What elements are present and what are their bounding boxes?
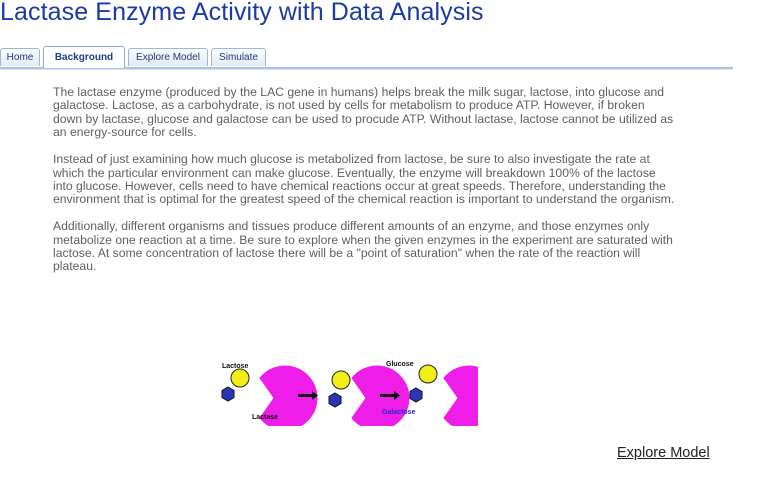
page-title: Lactase Enzyme Activity with Data Analysis [0,0,484,26]
glucose-molecule-3 [419,365,437,383]
paragraph-lactase-intro: The lactase enzyme (produced by the LAC gene in humans) helps break the milk sugar, lactose, into glucose and galactose. Lactose, as a carbohydrate, is not used by cells for metabolism to produce ATP. However, if broken down by lactase, glucose and galactose can be used to procude ATP. Without lactase, lactose cannot be utilized as an energy-source for cells. [53,85,674,140]
tab-home[interactable]: Home [0,48,40,66]
tab-simulate[interactable]: Simulate [211,48,266,66]
explore-model-link[interactable]: Explore Model [617,445,710,461]
glucose-molecule-2 [332,371,350,389]
galactose-molecule-1 [222,387,234,401]
tab-bar [0,48,733,70]
tab-explore-model[interactable]: Explore Model [128,48,208,66]
glucose-molecule-1 [231,369,249,387]
background-content [53,86,677,287]
paragraph-reaction-rate: Instead of just examining how much glucose is metabolized from lactose, be sure to also investigate the rate at which the particular environment can make glucose. Eventually, the enzyme will breakdown 100% of the lactose into glucose. However, cells need to have chemical reactions occur at great speeds. Therefore, understanding the environment that is optimal for the greatest speed of the chemical reaction is important to understand the organism. [53,152,675,207]
lactose-label: Lactose [222,363,249,370]
galactose-molecule-2 [329,393,341,407]
tab-background[interactable]: Background [43,46,125,68]
galactose-molecule-3 [410,388,422,402]
lactase-label: Lactase [252,414,279,421]
lactase-reaction-diagram [214,358,478,426]
glucose-label: Glucose [386,361,414,368]
galactose-label: Galactose [382,409,416,416]
lactase-enzyme-3 [444,366,478,426]
paragraph-saturation: Additionally, different organisms and tissues produce different amounts of an enzyme, and those enzymes only metabolize one reaction at a time. Be sure to explore when the given enzymes in the experiment are saturated with lactose. At some concentration of lactose there will be a "point of saturation" when the rate of the reaction will plateau. [53,219,673,274]
